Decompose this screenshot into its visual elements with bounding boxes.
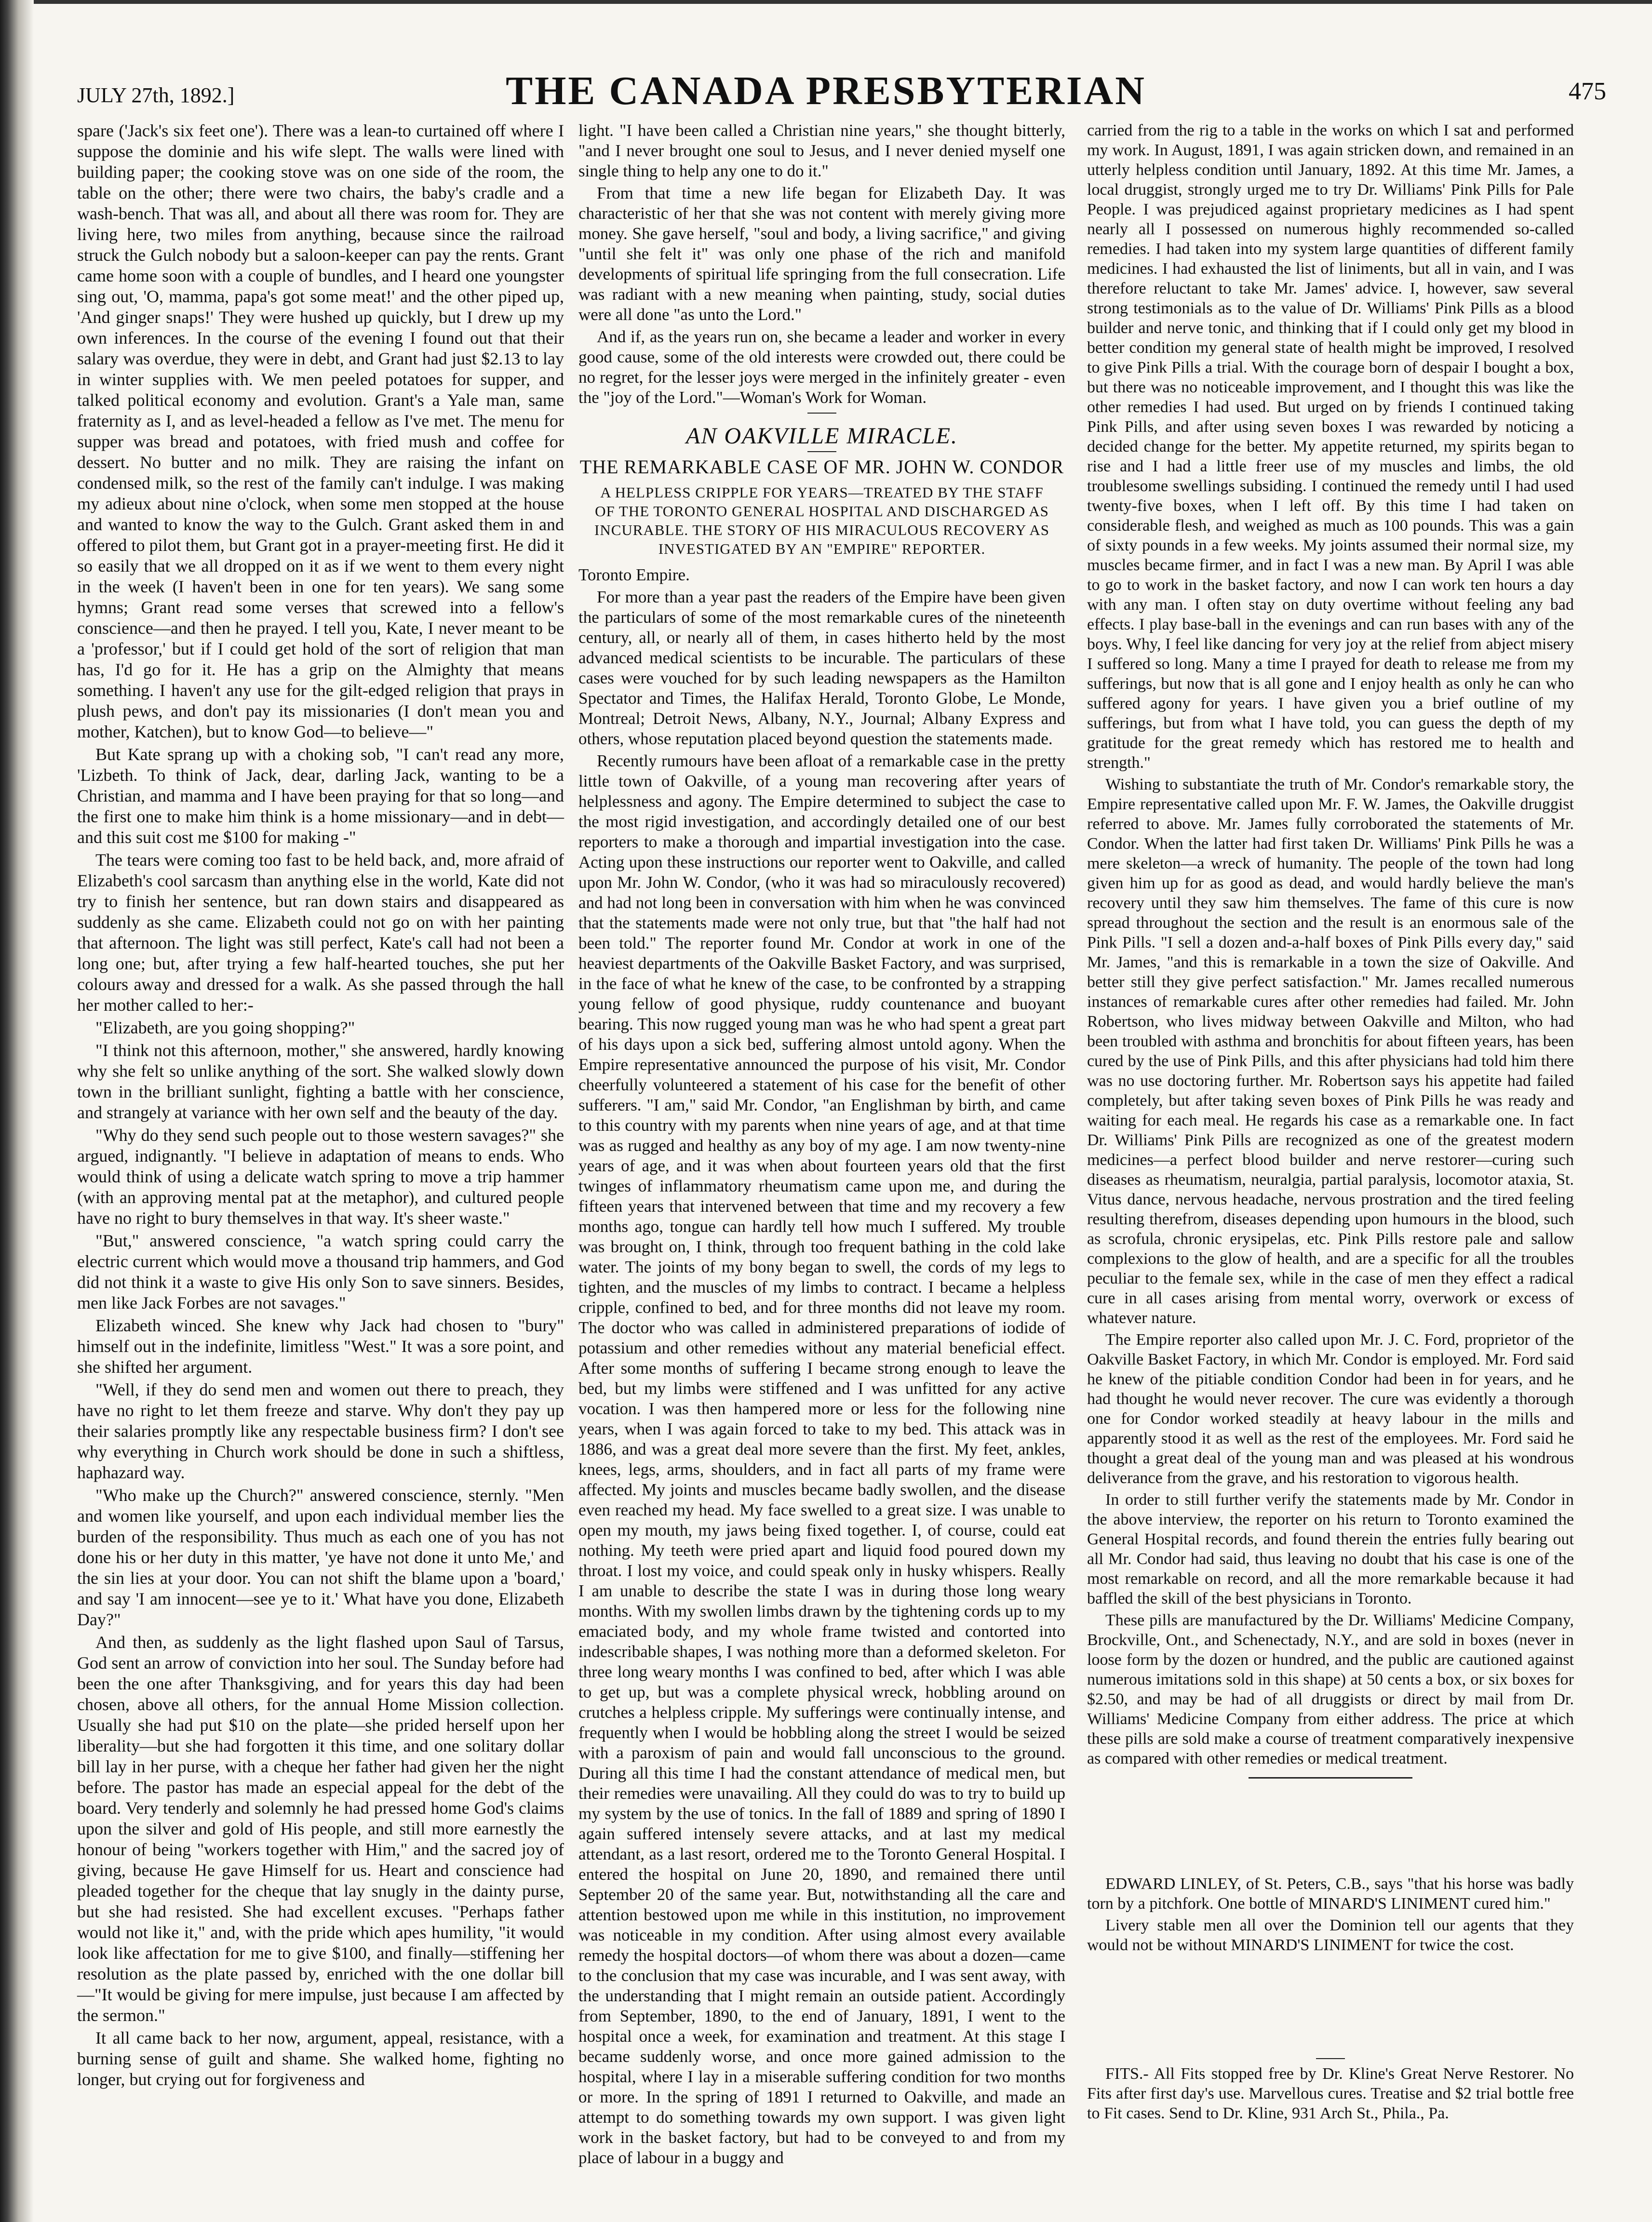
article-deck: A HELPLESS CRIPPLE FOR YEARS—TREATED BY THE STAFF OF THE TORONTO GENERAL HOSPITAL AND DISCHARGED AS INCURABLE. THE STORY OF HIS MIRACULOUS RECOVERY AS INVESTIGATED BY AN "EMPIRE" REPORTER. xyxy=(594,484,1049,557)
paragraph: For more than a year past the readers of the Empire have been given the particulars of some of the most remarkable cures of the nineteenth century, all, or nearly all of them, in cases hitherto held by the most advanced medical scientists to be incurable. The particulars of these cases were vouched for by such leading newspapers as the Hamilton Spectator and Times, the Halifax Herald, Toronto Globe, Le Monde, Montreal; Detroit News, Albany, N.Y., Journal; Albany Express and others, whose reputation placed beyond question the statements made. xyxy=(578,588,1065,748)
paragraph: "Elizabeth, are you going shopping?" xyxy=(95,1018,355,1037)
issue-date: JULY 27th, 1892.] xyxy=(77,83,235,107)
divider xyxy=(1316,2058,1345,2059)
paragraph: The Empire reporter also called upon Mr. J. C. Ford, proprietor of the Oakville Basket Factory, in which Mr. Condor is employed. Mr. Ford said he knew of the pitiable condition Condor had been in for years, and he had thought he would never recover. The cure was evidently a thorough one for Condor worked steadily at heavy labour in the mills and apparently stood it as well as the rest of the employees. Mr. Ford said he thought a great deal of the young man and was pleased at his wondrous deliverance from the grave, and his restoration to vigorous health. xyxy=(1087,1331,1574,1487)
paragraph: The tears were coming too fast to be held back, and, more afraid of Elizabeth's cool sarcasm than anything else in the world, Kate did not try to finish her sentence, but ran down stairs and disappeared as suddenly as she came. Elizabeth could not go on with her painting that afternoon. The light was still perfect, Kate's call had not been a long one; but, after trying a few half-hearted touches, she put her colours away and dressed for a walk. As she passed through the hall her mother called to her:- xyxy=(77,850,564,1015)
spacer xyxy=(1087,1787,1574,1874)
dateline: Toronto Empire. xyxy=(578,565,690,584)
divider xyxy=(807,413,836,414)
paragraph: These pills are manufactured by the Dr. Williams' Medicine Company, Brockville, Ont., and Schenectady, N.Y., and are sold in boxes (never in loose form by the dozen or hundred, and the public are cautioned against numerous imitations sold in this shape) at 50 cents a box, or six boxes for $2.50, and may be had of all druggists or direct by mail from Dr. Williams' Medicine Company from either address. The price at which these pills are sold make a course of treatment comparatively inexpensive as compared with other remedies or medical treatment. xyxy=(1087,1611,1574,1767)
advertisement-minards-agents: Livery stable men all over the Dominion tell our agents that they would not be without MINARD'S LINIMENT for twice the cost. xyxy=(1087,1916,1574,1954)
column-2 xyxy=(578,120,1065,2170)
paragraph: "I think not this afternoon, mother," she answered, hardly knowing why she felt so unlike anything of the sort. She walked slowly down town in the brilliant sunlight, fighting a battle with her conscience, and strangely at variance with her own self and the beauty of the day. xyxy=(77,1041,564,1122)
masthead-title: THE CANADA PRESBYTERIAN xyxy=(506,68,1146,113)
column-3 xyxy=(1087,120,1574,2125)
paragraph: "Well, if they do send men and women out there to preach, they have no right to let them freeze and starve. Why don't they pay up their salaries promptly like any respectable business firm? I don't see why everything in Church work should be done in such a shiftless, haphazard way. xyxy=(77,1380,564,1482)
spacer xyxy=(1087,1957,1574,2053)
paragraph: Recently rumours have been afloat of a remarkable case in the pretty little town of Oakville, of a young man recovering after years of helplessness and agony. The Empire determined to subject the case to the most rigid investigation, and accordingly detailed one of our best reporters to make a thorough and impartial investigation into the case. Acting upon these instructions our reporter went to Oakville, and called upon Mr. John W. Condor, (who it was had so miraculously recovered) and had not long been in conversation with him when he was convinced that the statements made were not only true, but that "the half had not been told." The reporter found Mr. Condor at work in one of the heaviest departments of the Oakville Basket Factory, and was surprised, in the face of what he knew of the case, to be confronted by a strapping young fellow of good physique, ruddy countenance and buoyant bearing. This now rugged young man was he who had spent a great part of his days upon a sick bed, suffering almost untold agony. When the Empire representative announced the purpose of his visit, Mr. Condor cheerfully volunteered a statement of his case for the benefit of other sufferers. "I am," said Mr. Condor, "an Englishman by birth, and came to this country with my parents when nine years of age, and at that time was as rugged and healthy as any boy of my age. I am now twenty-nine years of age, and it was when about fourteen years old that the first twinges of inflammatory rheumatism came upon me, and during the fifteen years that intervened between that time and my recovery a few months ago, tongue can hardly tell how much I suffered. My trouble was brought on, I think, through too frequent bathing in the cold lake water. The joints of my bony began to swell, the cords of my legs to tighten, and the muscles of my limbs to contract. I became a helpless cripple, confined to bed, and for three months did not leave my room. The doctor who was called in administered preparations of iodide of potassium and other remedies without any material beneficial effect. After some months of suffering I became strong enough to leave the bed, but my limbs were stiffened and I was unfitted for any active vocation. I was then hampered more or less for the following nine years, when I was again forced to take to my bed. This attack was in 1886, and was a great deal more severe than the first. My feet, ankles, knees, legs, arms, shoulders, and in fact all parts of my frame were affected. My joints and muscles became badly swollen, and the disease even reached my head. My face swelled to a great size. I was unable to open my mouth, my jaws being fixed together. I, of course, could eat nothing. My teeth were pried apart and liquid food poured down my throat. I lost my voice, and could speak only in husky whispers. Really I am unable to describe the state I was in during those long weary months. With my swollen limbs drawn by the tightening cords up to my emaciated body, and my whole frame twisted and contorted into indescribable shapes, I was nothing more than a deformed skeleton. For three long weary months I was confined to bed, after which I was able to get up, but was a complete physical wreck, hobbling around on crutches a helpless cripple. My sufferings were continually intense, and frequently when I would be hobbling along the street I would be seized with a paroxism of pain and would fall unconscious to the ground. During all this time I had the constant attendance of medical men, but their remedies were unavailing. All they could do was to try to build up my system by the use of tonics. In the fall of 1889 and spring of 1890 I again suffered intensely severe attacks, and at last my medical attendant, as a last resort, ordered me to the Toronto General Hospital. I entered the hospital on June 20, 1890, and remained there until September 20 of the same year. But, notwithstanding all the care and attention bestowed upon me while in this institution, no improvement was noticeable in my condition. After using almost every available remedy the hospital doctors—of whom there was about a dozen—came to the conclusion that my case was incurable, and I was sent away, with the understanding that I might remain an outside patient. Accordingly from September, 1890, to the end of January, 1891, I went to the hospital once a week, for examination and treatment. At this stage I became suddenly worse, and once more gained admission to the hospital, where I lay in a miserable suffering condition for two months or more. In the spring of 1891 I returned to Oakville, and made an attempt to do something towards my own support. I was given light work in the basket factory, but had to be conveyed to and from my place of labour in a buggy and xyxy=(578,751,1065,2167)
paragraph: Elizabeth winced. She knew why Jack had chosen to "bury" himself out in the indefinite, limitless "West." It was a sore point, and she shifted her argument. xyxy=(77,1316,564,1377)
paragraph: From that time a new life began for Elizabeth Day. It was characteristic of her that she was not content with merely giving more money. She gave herself, "soul and body, a living sacrifice," and giving "until she felt it" was only one phase of the rich and manifold developments of spiritual life springing from the full consecration. Life was radiant with a new meaning when painting, study, social duties were all done "as unto the Lord." xyxy=(578,184,1065,324)
paragraph: It all came back to her now, argument, appeal, resistance, with a burning sense of guilt and shame. She walked home, fighting no longer, but crying out for forgiveness and xyxy=(77,2028,564,2089)
paragraph: "But," answered conscience, "a watch spring could carry the electric current which would move a thousand trip hammers, and God did not think it a waste to give His only Son to save sinners. Besides, men like Jack Forbes are not savages." xyxy=(77,1231,564,1312)
paragraph: "Who make up the Church?" answered conscience, sternly. "Men and women like yourself, and upon each individual member lies the burden of the responsibility. Thus much as each one of you has not done his or her duty in this matter, 'ye have not done it unto Me,' and the sin lies at your door. You can not shift the blame upon a 'board,' and say 'I am innocent—see ye to it.' What have you done, Elizabeth Day?" xyxy=(77,1486,564,1629)
paragraph: But Kate sprang up with a choking sob, "I can't read any more, 'Lizbeth. To think of Jack, dear, darling Jack, wanting to be a Christian, and mamma and I have been praying for that so long—and the first one to make him think is a home missionary—and in debt—and this suit cost me $100 for making -" xyxy=(77,745,564,847)
paragraph: And if, as the years run on, she became a leader and worker in every good cause, some of the old interests were crowded out, there could be no regret, for the lesser joys were merged in the infinitely greater - even the "joy of the Lord."—Woman's Work for Woman. xyxy=(578,327,1065,407)
article-headline: AN OAKVILLE MIRACLE. xyxy=(686,423,958,449)
column-1 xyxy=(77,120,564,2092)
advertisement-minards: EDWARD LINLEY, of St. Peters, C.B., says "that his horse was badly torn by a pitchfork. One bottle of MINARD'S LINIMENT cured him." xyxy=(1087,1875,1574,1913)
advertisement-fits: FITS.- All Fits stopped free by Dr. Kline's Great Nerve Restorer. No Fits after first day's use. Marvellous cures. Treatise and $2 trial bottle free to Fit cases. Send to Dr. Kline, 931 Arch St., Phila., Pa. xyxy=(1087,2065,1574,2122)
paragraph: light. "I have been called a Christian nine years," she thought bitterly, "and I never brought one soul to Jesus, and I never denied myself one single thing to help any one to do it." xyxy=(578,121,1065,180)
divider xyxy=(1249,1777,1412,1779)
article-subheadline: THE REMARKABLE CASE OF MR. JOHN W. CONDOR xyxy=(579,456,1064,478)
paragraph: In order to still further verify the statements made by Mr. Condor in the above interview, the reporter on his return to Toronto examined the General Hospital records, and found therein the entries fully bearing out all Mr. Condor had said, thus leaving no doubt that his case is one of the most remarkable on record, and all the more remarkable because it had baffled the skill of the best physicians in Toronto. xyxy=(1087,1491,1574,1607)
paragraph: carried from the rig to a table in the works on which I sat and performed my work. In August, 1891, I was again stricken down, and remained in an utterly helpless condition until January, 1892. At this time Mr. James, a local druggist, strongly urged me to try Dr. Williams' Pink Pills for Pale People. I was prejudiced against proprietary medicines as I had spent nearly all I possessed on numerous highly recommended so-called remedies. I had taken into my system large quantities of different family medicines. I had exhausted the list of liniments, but all in vain, and I was therefore reluctant to take Mr. James' advice. I, however, saw several strong testimonials as to the value of Dr. Williams' Pink Pills as a blood builder and nerve tonic, and thinking that if I could only get my blood in better condition my general state of health might be improved, I resolved to give Pink Pills a trial. With the courage born of despair I bought a box, but there was no noticeable improvement, and I thought this was like the other remedies I had used. But urged on by friends I continued taking Pink Pills, and after using seven boxes I was rewarded by noticing a decided change for the better. My appetite returned, my spirits began to rise and I had a little freer use of my muscles and limbs, the old troublesome swellings subsiding. I continued the remedy until I had used twenty-five boxes, when I left off. By this time I had taken on considerable flesh, and weighed as much as 100 pounds. This was a gain of sixty pounds in a few weeks. My joints assumed their normal size, my muscles became firmer, and in fact I was a new man. By April I was able to go to work in the basket factory, and now I can work ten hours a day with any man. I often stay on duty overtime without feeling any bad effects. I play base-ball in the evenings and can run bases with any of the boys. Why, I feel like dancing for very joy at the relief from abject misery I suffered so long. Many a time I prayed for death to release me from my sufferings, but now that is all gone and I enjoy health as only he can who suffered agony for years. I have given you a brief outline of my sufferings, but from what I have told, you can guess the depth of my gratitude for the great remedy which has restored me to health and strength." xyxy=(1087,121,1574,772)
binding-spine xyxy=(0,0,34,2222)
paragraph: spare ('Jack's six feet one'). There was a lean-to curtained off where I suppose the dominie and his wife slept. The walls were lined with building paper; the cooking stove was on one side of the room, the table on the other; there were two chairs, the baby's cradle and a wash-bench. That was all, and about all there was room for. They are living here, two miles from anything, because since the railroad struck the Gulch nobody but a saloon-keeper can pay the rents. Grant came home soon with a couple of bundles, and I heard one youngster sing out, 'O, mamma, papa's got some meat!' and the other piped up, 'And ginger snaps!' They were hushed up quickly, but I drew up my own inferences. In the course of the evening I found out that their salary was overdue, they were in debt, and Grant had just $2.13 to lay in winter supplies with. We men peeled potatoes for supper, and talked political economy and evolution. Grant's a Yale man, same fraternity as I, and as level-headed a fellow as I've met. The menu for supper was bread and potatoes, with fried mush and coffee for dessert. No butter and no milk. They are raising the infant on condensed milk, so the rest of the family can't indulge. I was making my adieux about nine o'clock, when some men stopped at the house and wanted to know the way to the Gulch. Grant asked them in and offered to pilot them, but Grant got in a prayer-meeting first. He did it so easily that we all dropped on it as if we went to them every night in the week (I haven't been in one for ten years). We sang some hymns; Grant read some verses that screwed into a fellow's conscience—and then he prayed. I tell you, Kate, I never meant to be a 'professor,' but if I could get hold of the sort of religion that man has, I'd go for it. He has a grip on the Almighty that means something. I haven't any use for the gilt-edged religion that prays in plush pews, and don't pay its missionaries (I don't mean you and mother, Katchen), but to know God—to believe—" xyxy=(77,121,564,741)
divider xyxy=(807,451,836,452)
top-rule xyxy=(34,0,1652,4)
paragraph: And then, as suddenly as the light flashed upon Saul of Tarsus, God sent an arrow of conviction into her soul. The Sunday before had been the one after Thanksgiving, and for years this day had been chosen, above all others, for the annual Home Mission collection. Usually she had put $10 on the plate—she prided herself upon her liberality—but she had forgotten it this time, and one solitary dollar bill lay in her purse, with a cheque her father had given her the night before. The pastor has made an especial appeal for the debt of the board. Very tenderly and solemnly he had pressed home God's claims upon the silver and gold of His people, and still more earnestly the honour of being "workers together with Him," and the sacred joy of giving, because He gave Himself for us. Heart and conscience had pleaded together for the cheque that lay snugly in the dainty purse, but she had resisted. She had excellent excuses. "Perhaps father would not like it," and, with the pride which apes humility, "it would look like affectation for me to give $100, and finally—stiffening her resolution as the plate passed by, enriched with the one dollar bill—"It would be giving for mere impulse, just because I am affected by the sermon." xyxy=(77,1633,564,2025)
paragraph: Wishing to substantiate the truth of Mr. Condor's remarkable story, the Empire representative called upon Mr. F. W. James, the Oakville druggist referred to above. Mr. James fully corroborated the statements of Mr. Condor. When the latter had first taken Dr. Williams' Pink Pills he was a mere skeleton—a wreck of humanity. The people of the town had long given him up for as good as dead, and would hardly believe the man's recovery until they saw him themselves. The fame of this cure is now spread throughout the section and the result is an enormous sale of the Pink Pills. "I sell a dozen and-a-half boxes of Pink Pills every day," said Mr. James, "and this is remarkable in a town the size of Oakville. And better still they give perfect satisfaction." Mr. James recalled numerous instances of remarkable cures after other remedies had failed. Mr. John Robertson, who lives midway between Oakville and Milton, who had been troubled with asthma and bronchitis for about fifteen years, has been cured by the use of Pink Pills, and this after physicians had told him there was no use doctoring further. Mr. Robertson says his appetite had failed completely, but after taking seven boxes of Pink Pills he was ready and waiting for each meal. He regards his case as a remarkable one. In fact Dr. Williams' Pink Pills are recognized as one of the greatest modern medicines—a perfect blood builder and nerve restorer—curing such diseases as rheumatism, neuralgia, partial paralysis, locomotor ataxia, St. Vitus dance, nervous headache, nervous prostration and the tired feeling resulting therefrom, diseases depending upon humours in the blood, such as scrofula, chronic erysipelas, etc. Pink Pills restore pale and sallow complexions to the glow of health, and are a specific for all the troubles peculiar to the female sex, while in the case of men they effect a radical cure in all cases arising from mental worry, overwork or excess of whatever nature. xyxy=(1087,776,1574,1327)
page-number: 475 xyxy=(1569,78,1606,105)
paragraph: "Why do they send such people out to those western savages?" she argued, indignantly. "I believe in adaptation of means to ends. Who would think of using a delicate watch spring to move a trip hammer (with an approving mental pat at the metaphor), and cultured people have no right to bury themselves in that way. It's sheer waste." xyxy=(77,1125,564,1228)
